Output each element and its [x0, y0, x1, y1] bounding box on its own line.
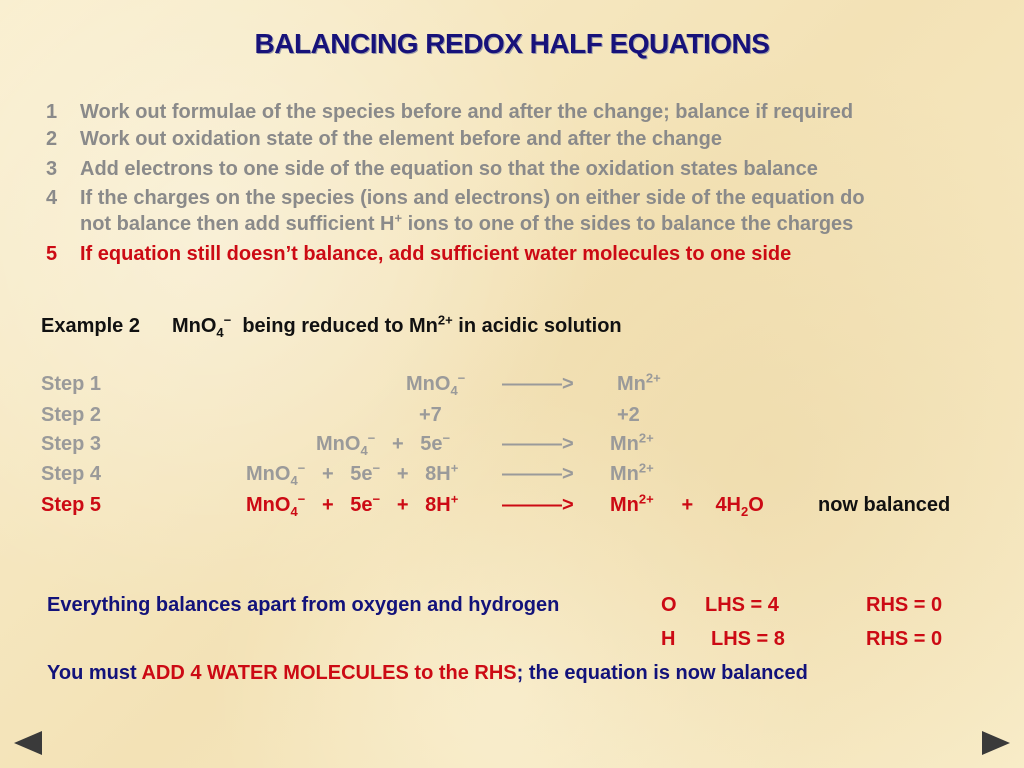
subscript: 4 — [450, 383, 458, 398]
rule-4-text-line1: If the charges on the species (ions and electrons) on either side of the equation do — [80, 187, 865, 209]
subscript: 4 — [290, 504, 298, 519]
rule-3-text: Add electrons to one side of the equation so that the oxidation states balance — [80, 158, 818, 180]
example-heading — [41, 312, 622, 340]
arrow: ———> — [502, 373, 574, 395]
oxygen-lhs: LHS = 4 — [705, 594, 779, 616]
plus: + — [396, 494, 409, 516]
superscript: − — [297, 491, 306, 507]
arrow: ———> — [502, 463, 574, 485]
superscript: 2+ — [437, 312, 453, 328]
protons: 8H — [425, 494, 451, 516]
page-title: BALANCING REDOX HALF EQUATIONS — [254, 28, 770, 59]
electrons: 5e — [420, 433, 443, 455]
superscript: − — [442, 430, 451, 446]
rule-4-sup: + — [394, 210, 403, 226]
subscript: 4 — [216, 325, 224, 340]
previous-slide-icon[interactable] — [14, 731, 42, 755]
example-text: in acidic solution — [458, 315, 622, 337]
subscript: 4 — [290, 473, 298, 488]
step-1-rhs — [617, 370, 661, 396]
step-label: Step 2 — [41, 404, 102, 426]
plus: + — [396, 463, 409, 485]
rule-number: 3 — [46, 158, 58, 180]
step-label: Step 4 — [41, 463, 102, 485]
step-4-lhs — [246, 460, 459, 488]
arrow: ———> — [502, 494, 574, 516]
superscript: 2+ — [638, 491, 654, 507]
conclusion-part: ; the equation is now balanced — [516, 662, 808, 684]
formula: MnO — [171, 315, 217, 337]
superscript: + — [450, 460, 459, 476]
electrons: 5e — [350, 494, 373, 516]
balanced-note: now balanced — [818, 494, 951, 516]
formula: Mn — [617, 373, 646, 395]
superscript: − — [372, 491, 381, 507]
plus: + — [681, 494, 694, 516]
formula: MnO — [246, 494, 291, 516]
formula: Mn — [610, 494, 639, 516]
example-text: being reduced to Mn — [242, 315, 438, 337]
rule-number: 1 — [46, 101, 58, 123]
superscript: − — [372, 460, 381, 476]
subscript: 4 — [360, 443, 368, 458]
step-2-rhs: +2 — [617, 404, 640, 426]
electrons: 5e — [350, 463, 373, 485]
conclusion — [47, 662, 808, 685]
oxygen-element: O — [661, 594, 677, 616]
superscript: + — [450, 491, 459, 507]
subscript: 2 — [741, 504, 749, 519]
arrow: ———> — [502, 433, 574, 455]
step-3-rhs — [610, 430, 654, 456]
rule-number: 5 — [46, 243, 58, 265]
rule-2-text: Work out oxidation state of the element before and after the change — [80, 128, 722, 150]
hydrogen-element: H — [661, 628, 676, 650]
superscript: 2+ — [645, 370, 661, 386]
step-5-rhs — [610, 491, 764, 519]
next-slide-icon[interactable] — [982, 731, 1010, 755]
water: 4H — [715, 494, 742, 516]
rule-number: 2 — [46, 128, 58, 150]
rule-4-part: ions to one of the sides to balance the charges — [402, 213, 854, 235]
step-2-lhs: +7 — [419, 404, 442, 426]
step-4-rhs — [610, 460, 654, 486]
rule-4-text-line2 — [80, 210, 853, 238]
superscript: − — [367, 430, 376, 446]
example-label: Example 2 — [41, 315, 140, 337]
water: O — [748, 494, 764, 516]
conclusion-highlight: ADD 4 WATER MOLECULES to the RHS — [141, 662, 517, 684]
step-label: Step 3 — [41, 433, 102, 455]
plus: + — [321, 494, 334, 516]
superscript: − — [223, 312, 232, 328]
formula: Mn — [610, 433, 639, 455]
superscript: 2+ — [638, 460, 654, 476]
hydrogen-rhs: RHS = 0 — [866, 628, 943, 650]
step-label: Step 5 — [41, 494, 102, 516]
step-1-lhs — [406, 370, 466, 398]
plus: + — [391, 433, 404, 455]
rule-1-text: Work out formulae of the species before and after the change; balance if required — [80, 101, 854, 123]
rule-number: 4 — [46, 187, 58, 209]
conclusion-part: You must — [47, 662, 142, 684]
superscript: − — [457, 370, 466, 386]
step-3-lhs — [316, 430, 451, 458]
rule-5-text: If equation still doesn’t balance, add sufficient water molecules to one side — [80, 243, 792, 265]
formula: Mn — [610, 463, 639, 485]
superscript: − — [297, 460, 306, 476]
rule-1 — [46, 98, 57, 126]
hydrogen-lhs: LHS = 8 — [711, 628, 785, 650]
formula: MnO — [316, 433, 361, 455]
formula: MnO — [246, 463, 291, 485]
protons: 8H — [425, 463, 451, 485]
plus: + — [321, 463, 334, 485]
formula: MnO — [406, 373, 451, 395]
oxygen-rhs: RHS = 0 — [866, 594, 943, 616]
step-label: Step 1 — [41, 373, 102, 395]
superscript: 2+ — [638, 430, 654, 446]
step-5-lhs — [246, 491, 459, 519]
balance-statement: Everything balances apart from oxygen and hydrogen — [47, 594, 560, 616]
rule-4-part: not balance then add sufficient H — [80, 213, 395, 235]
